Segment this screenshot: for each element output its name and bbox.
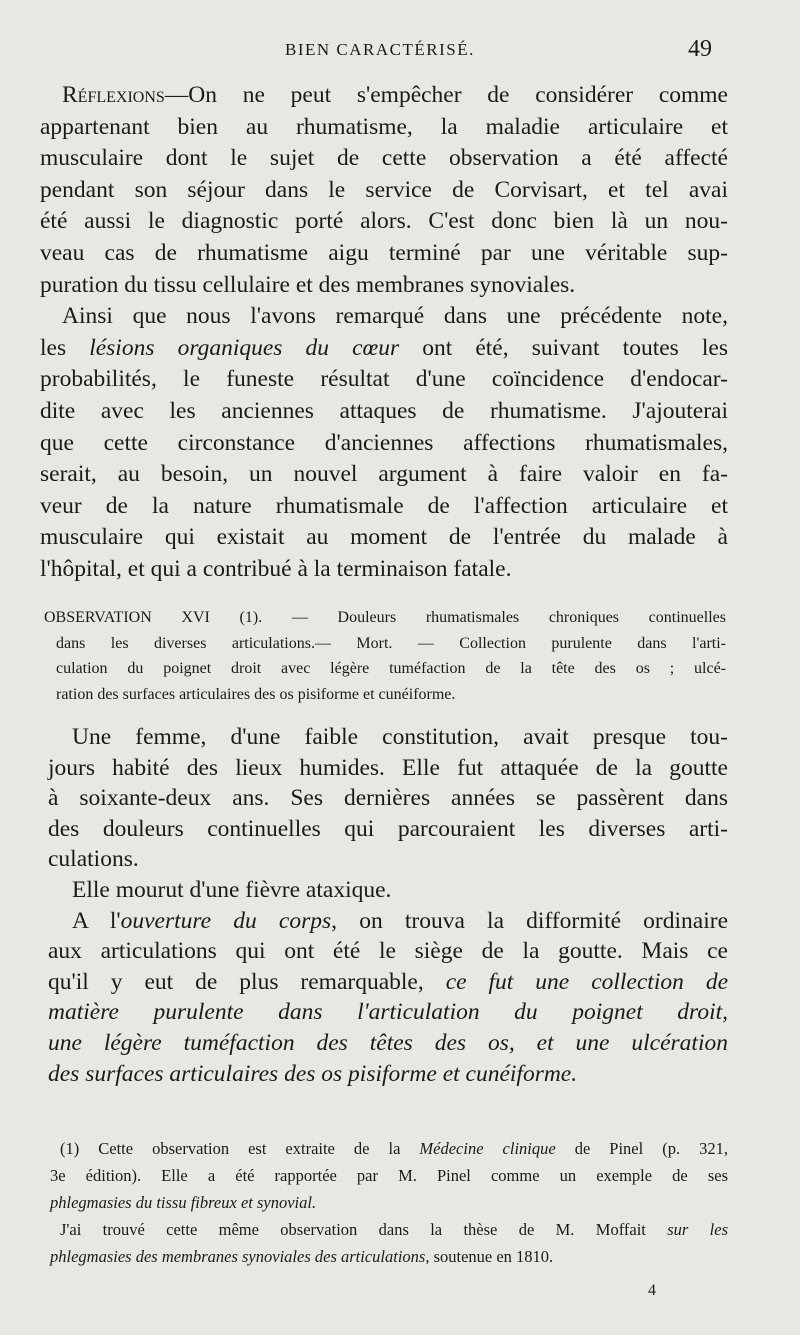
text-line: aux articulations qui ont été le siège de la goutte. Mais ce [48, 938, 728, 965]
text-line: des douleurs continuelles qui parcouraient les diverses arti- [48, 815, 728, 842]
footnote-line: 3e édition). Elle a été rapportée par M. Pinel comme un exemple de ses [50, 1166, 728, 1185]
observation-line: OBSERVATION XVI (1). — Douleurs rhumatismales chroniques continuelles [44, 609, 726, 626]
text-line: musculaire qui existait au moment de l'entrée du malade à [40, 524, 728, 551]
footnote-line: phlegmasies du tissu fibreux et synovial. [50, 1193, 317, 1212]
text-line: probabilités, le funeste résultat d'une coïncidence d'endocar- [40, 366, 728, 393]
text-line: Ainsi que nous l'avons remarqué dans une précédente note, [62, 303, 728, 330]
text-line: serait, au besoin, un nouvel argument à faire valoir en fa- [40, 461, 728, 488]
text-line: culations. [48, 846, 139, 873]
text-line: dite avec les anciennes attaques de rhumatisme. J'ajouterai [40, 397, 728, 424]
text-line: Elle mourut d'une fièvre ataxique. [72, 876, 392, 903]
case-paragraph [48, 722, 728, 1089]
text-line: jours habité des lieux humides. Elle fut attaquée de la goutte [48, 754, 728, 781]
observation-line: culation du poignet droit avec légère tuméfaction de la tête des os ; ulcé- [56, 660, 726, 677]
text-line: matière purulente dans l'articulation du poignet droit, [48, 999, 728, 1026]
footnote-line: phlegmasies des membranes synoviales des articulations, soutenue en 1810. [50, 1247, 554, 1266]
running-head [0, 36, 800, 66]
footnote-line: (1) Cette observation est extraite de la Médecine clinique de Pinel (p. 321, [60, 1139, 728, 1158]
text-line: veau cas de rhumatisme aigu terminé par une véritable sup- [40, 239, 728, 266]
footnote [50, 1135, 728, 1270]
reflexions-label: Réflexions [62, 82, 165, 108]
text-line: Une femme, d'une faible constitution, avait presque tou- [72, 724, 728, 750]
text-line: été aussi le diagnostic porté alors. C'est donc bien là un nou- [40, 208, 728, 235]
page-number: 49 [688, 36, 712, 62]
text-line: l'hôpital, et qui a contribué à la terminaison fatale. [40, 555, 512, 582]
text-line: veur de la nature rhumatismale de l'affection articulaire et [40, 492, 728, 519]
text-line: qu'il y eut de plus remarquable, ce fut une collection de [48, 968, 728, 995]
text-line: Réflexions—On ne peut s'empêcher de considérer comme [62, 82, 728, 108]
italic-phrase: ouverture du corps [120, 907, 332, 934]
italic-phrase: lésions organiques du cœur [89, 334, 400, 361]
italic-phrase: ce fut une collection de [445, 968, 728, 995]
text-line: que cette circonstance d'anciennes affections rhumatismales, [40, 429, 728, 456]
text-line: les lésions organiques du cœur ont été, suivant toutes les [40, 334, 728, 361]
signature-mark: 4 [648, 1282, 656, 1299]
observation-line: dans les diverses articulations.— Mort. — Collection purulente dans l'arti- [56, 634, 726, 652]
reflexions-paragraph [40, 80, 728, 586]
text-line: appartenant bien au rhumatisme, la maladie articulaire et [40, 113, 728, 140]
footnote-line: J'ai trouvé cette même observation dans la thèse de M. Moffait sur les [60, 1220, 729, 1239]
text-line: une légère tuméfaction des têtes des os, et une ulcération [48, 1029, 728, 1056]
text-line: pendant son séjour dans le service de Corvisart, et tel avai [40, 176, 728, 203]
text-line: puration du tissu cellulaire et des membranes synoviales. [40, 271, 576, 298]
text-line: des surfaces articulaires des os pisiforme et cunéiforme. [48, 1060, 578, 1087]
text-line: musculaire dont le sujet de cette observation a été affecté [40, 145, 728, 172]
running-title: BIEN CARACTÉRISÉ. [285, 40, 475, 59]
text-line: A l'ouverture du corps, on trouva la difformité ordinaire [72, 907, 729, 934]
text-line: à soixante-deux ans. Ses dernières années se passèrent dans [48, 785, 728, 812]
observation-line: ration des surfaces articulaires des os pisiforme et cunéiforme. [56, 685, 456, 703]
observation-heading [44, 605, 726, 707]
